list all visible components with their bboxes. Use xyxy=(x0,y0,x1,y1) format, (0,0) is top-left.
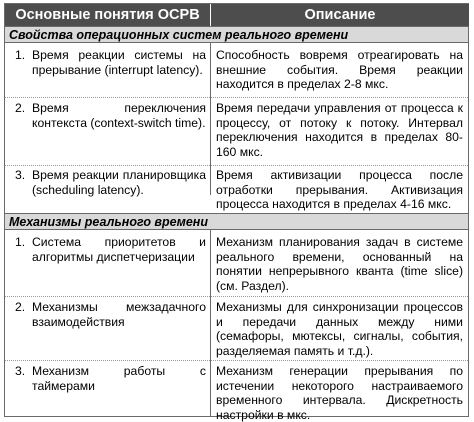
description-text: Механизмы для синхронизации процессов и передачи данных между ними (семафоры, мютексы, сигналы, события, разделяемая память и т.д.). xyxy=(216,300,463,358)
row-number: 1. xyxy=(15,235,26,249)
header-concepts: Основные понятия ОСРВ xyxy=(5,4,210,26)
row-divider xyxy=(5,296,468,297)
table-row-term xyxy=(5,235,210,265)
row-number: 3. xyxy=(15,168,26,182)
table-row-term xyxy=(5,101,210,146)
concepts-table xyxy=(4,3,469,422)
description-text: Механизм генерации прерывания по истечении некоторого настраиваемого временного интервала. Дискретность настройки в мкс. xyxy=(216,364,463,422)
term-text: Время реакции системы на прерывание (interrupt latency). xyxy=(32,48,206,77)
term-text: Время переключения контекста (context-switch time). xyxy=(32,101,206,130)
row-number: 3. xyxy=(15,364,26,378)
row-divider xyxy=(5,97,468,98)
table-row-term xyxy=(5,300,210,330)
section-title-mechanisms: Механизмы реального времени xyxy=(5,213,468,230)
term-text: Механизмы межзадачного взаимодействия xyxy=(32,300,206,329)
description-text: Время передачи управления от процесса к процессу, от потоку к потоку. Интервал переключения находится в пределах 80-160 мкс. xyxy=(216,101,463,159)
section-title-properties: Свойства операционных систем реального времени xyxy=(5,26,468,43)
table-row-term xyxy=(5,168,210,198)
description-text: Способность вовремя отреагировать на внешние события. Время реакции находится в пределах 2-8 мкс. xyxy=(216,48,463,92)
header-description: Описание xyxy=(210,4,469,26)
term-text: Время реакции планировщика (scheduling latency). xyxy=(32,168,206,197)
row-number: 1. xyxy=(15,48,26,62)
table-row-term xyxy=(5,48,210,90)
term-text: Система приоритетов и алгоритмы диспетчеризации xyxy=(32,235,206,264)
row-divider xyxy=(5,165,468,166)
row-number: 2. xyxy=(15,300,26,314)
description-text: Механизм планирования задач в системе реального времени, основанный на понятии непрерывного кванта (time slice) (см. Раздел). xyxy=(216,235,463,293)
term-text: Механизм работы с таймерами xyxy=(32,364,206,393)
row-number: 2. xyxy=(15,101,26,115)
table-row-term xyxy=(5,364,210,394)
description-text: Время активизации процесса после отработки прерывания. Активизация процесса находится в пределах 4-16 мкс. xyxy=(216,168,463,212)
row-divider xyxy=(5,360,468,361)
